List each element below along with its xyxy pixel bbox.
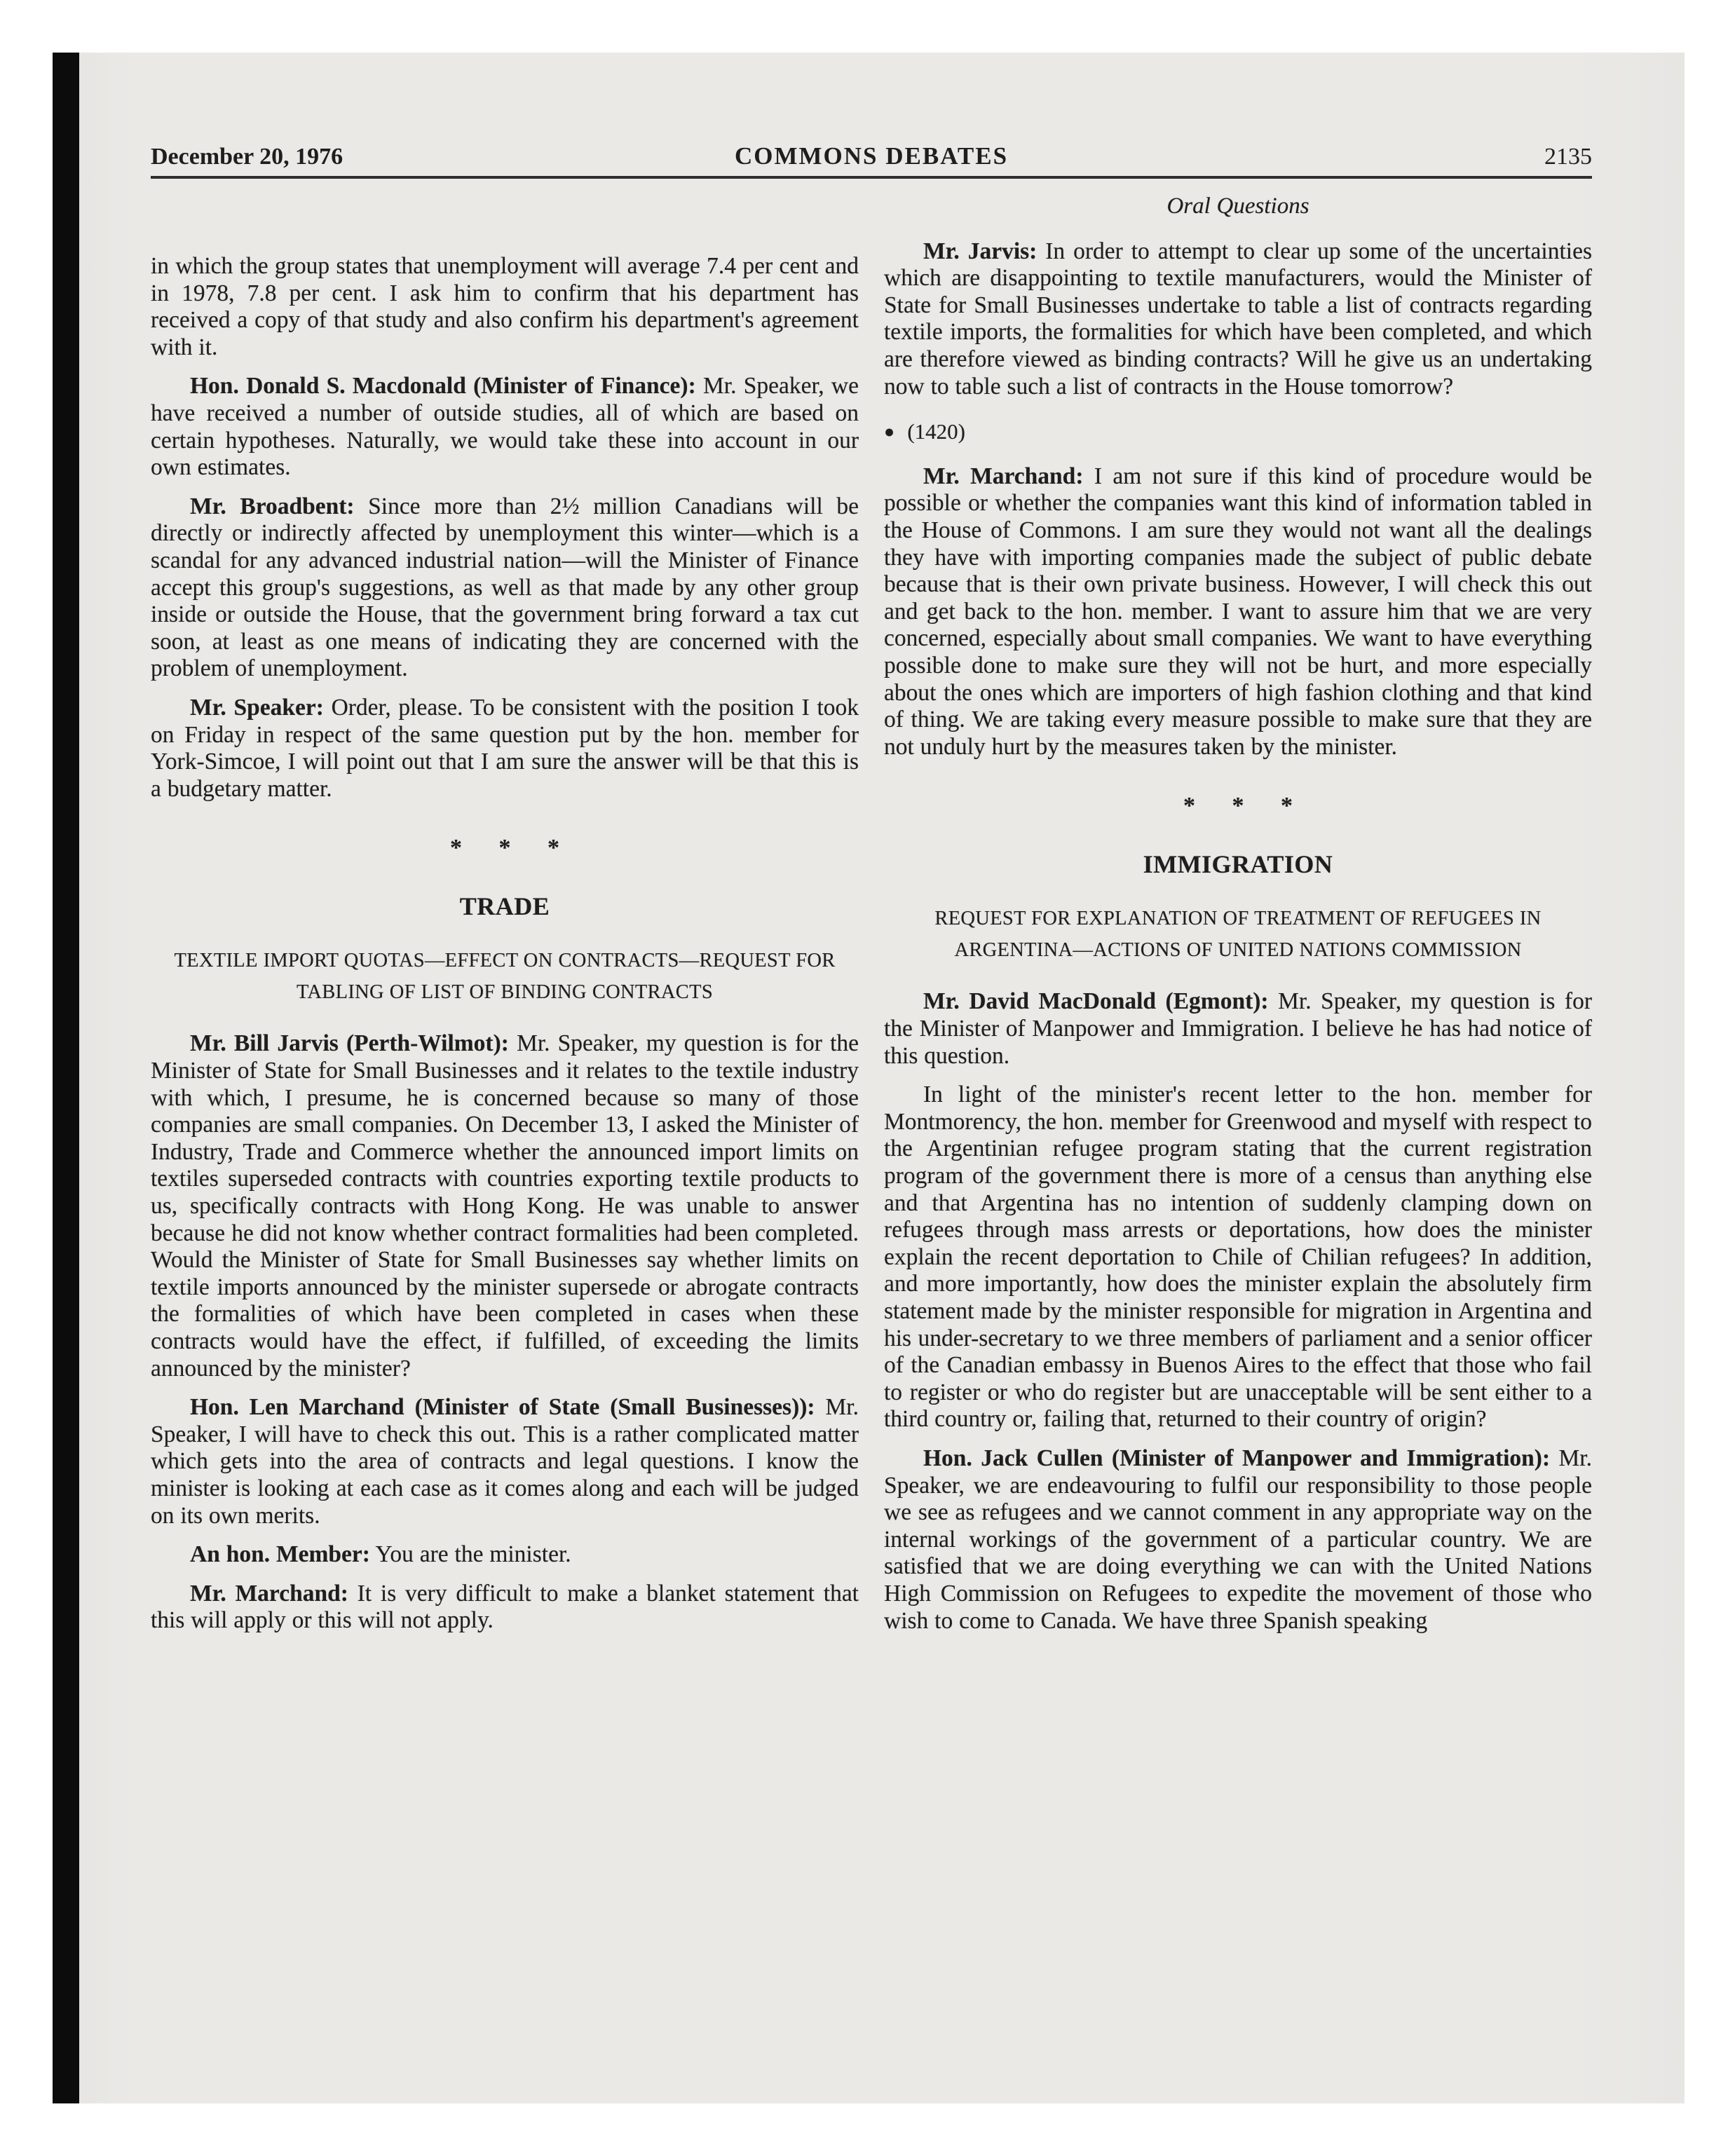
text-columns (151, 193, 1592, 1646)
section-separator: * * * (450, 835, 559, 861)
speaker-name: Hon. Jack Cullen (Minister of Manpower and Immigration): (923, 1445, 1551, 1471)
section-subheading: REQUEST FOR EXPLANATION OF TREATMENT OF REFUGEES IN ARGENTINA—ACTIONS OF UNITED NATIONS COMMISSION (934, 908, 1542, 962)
speaker-name: Mr. Bill Jarvis (Perth-Wilmot): (190, 1030, 509, 1057)
debate-paragraph (884, 1445, 1592, 1635)
debate-paragraph (884, 238, 1592, 401)
page-header (151, 142, 1592, 171)
paragraph-text: Mr. Speaker, my question is for the Minister of Manpower and Immigration. I believe he has had notice of this question. (884, 988, 1592, 1069)
debate-paragraph (884, 463, 1592, 761)
paragraph-text: Mr. Speaker, my question is for the Minister of State for Small Businesses and it relates to the textile industry with which, I presume, he is concerned because so many of those companies are small companies. On December 13, I asked the Minister of Industry, Trade and Commerce whether the announced import limits on textiles superseded contracts with countries exporting textile products to us, specifically contracts with Hong Kong. He was unable to answer because he did not know whether contract formalities had been completed. Would the Minister of State for Small Businesses say whether limits on textile imports announced by the minister supersede or abrogate contracts the formalities of which have been completed in cases when these contracts would have the effect, if fulfilled, of exceeding the limits announced by the minister? (151, 1030, 859, 1381)
page-content (151, 142, 1592, 1646)
paragraph-text: Mr. Speaker, I will have to check this out. This is a rather complicated matter which gets into the area of contracts and legal questions. I know the minister is looking at each case as it comes along and each will be judged on its own merits. (151, 1394, 859, 1529)
paragraph-text: In light of the minister's recent letter to the hon. member for Montmorency, the hon. member for Greenwood and myself with respect to the Argentinian refugee program stating that the current registration program of the government there is more of a census than anything else and that Argentina has no intention of suddenly clamping down on refugees through mass arrests or deportations, how does the minister explain the recent deportation to Chile of Chilian refugees? In addition, and more importantly, how does the minister explain the absolutely firm statement made by the minister responsible for migration in Argentina and his under-secretary to we three members of parliament and a senior officer of the Canadian embassy in Buenos Aires to the effect that those who fail to register or who do register but are unacceptable will be sent either to a third country or, failing that, returned to their country of origin? (884, 1082, 1592, 1433)
speaker-name: Mr. Broadbent: (190, 493, 355, 519)
speaker-name: Hon. Donald S. Macdonald (Minister of Finance): (190, 373, 696, 400)
speaker-name: Mr. Speaker: (190, 694, 324, 721)
right-column (884, 193, 1592, 1646)
section-subheading: TEXTILE IMPORT QUOTAS—EFFECT ON CONTRACTS—REQUEST FOR TABLING OF LIST OF BINDING CONTRACTS (174, 950, 836, 1004)
speaker-name: Mr. Marchand: (190, 1580, 348, 1606)
debate-paragraph (151, 253, 859, 361)
timestamp-marker (884, 418, 1592, 446)
scanned-page (53, 53, 1685, 2103)
debate-paragraph (151, 1541, 859, 1569)
debate-paragraph (151, 1394, 859, 1529)
debate-paragraph (151, 493, 859, 683)
page-title: COMMONS DEBATES (734, 142, 1009, 170)
debate-paragraph (151, 695, 859, 803)
debate-paragraph (884, 988, 1592, 1070)
speaker-name: Hon. Len Marchand (Minister of State (Small Businesses)): (190, 1394, 815, 1421)
bullet-icon: ● (884, 423, 902, 442)
paragraph-text: You are the minister. (375, 1541, 571, 1568)
paragraph-text: I am not sure if this kind of procedure would be possible or whether the companies want this kind of information tabled in the House of Commons. I am sure they would not want all the dealings they have with importing companies made the subject of public debate because that is their own private business. However, I will check this out and get back to the hon. member. I want to assure him that we are very concerned, especially about small companies. We want to have everything possible done to make sure they will not be hurt, and more especially about the ones which are importers of high fashion clothing and that kind of thing. We are taking every measure possible to make sure that they are not unduly hurt by the measures taken by the minister. (884, 463, 1593, 760)
speaker-name: Mr. Marchand: (923, 463, 1084, 489)
running-head: Oral Questions (1166, 193, 1309, 219)
paragraph-text: in which the group states that unemployment will average 7.4 per cent and in 1978, 7.8 per cent. I ask him to confirm that his department has received a copy of that study and also confirm his department's agreement with it. (151, 253, 859, 360)
debate-paragraph (151, 1030, 859, 1382)
header-date: December 20, 1976 (151, 144, 343, 170)
debate-paragraph (151, 373, 859, 481)
timestamp-text: (1420) (907, 419, 966, 444)
paragraph-text: Since more than 2½ million Canadians will be directly or indirectly affected by unemployment this winter—which is a scandal for any advanced industrial nation—will the Minister of Finance accept this group's suggestions, as well as that made by any other group inside or outside the House, that the government bring forward a tax cut soon, at least as one means of indicating they are concerned with the problem of unemployment. (151, 493, 859, 682)
paragraph-text: Mr. Speaker, we have received a number of outside studies, all of which are based on certain hypotheses. Naturally, we would take these into account in our own estimates. (151, 373, 859, 481)
speaker-name: An hon. Member: (190, 1541, 370, 1568)
section-separator: * * * (1183, 793, 1293, 819)
left-column (151, 193, 859, 1646)
speaker-name: Mr. David MacDonald (Egmont): (923, 988, 1269, 1015)
paragraph-text: It is very difficult to make a blanket statement that this will apply or this will not apply. (151, 1580, 859, 1634)
speaker-name: Mr. Jarvis: (923, 238, 1037, 264)
section-heading: TRADE (459, 892, 550, 920)
debate-paragraph (884, 1082, 1592, 1433)
section-heading: IMMIGRATION (1143, 850, 1333, 878)
paragraph-text: Order, please. To be consistent with the position I took on Friday in respect of the same question put by the hon. member for York-Simcoe, I will point out that I am sure the answer will be that this is a budgetary matter. (151, 694, 859, 802)
debate-paragraph (151, 1581, 859, 1635)
page-number: 2135 (1544, 144, 1592, 170)
scan-gutter-band (53, 53, 79, 2103)
paragraph-text: Mr. Speaker, we are endeavouring to fulfil our responsibility to those people we see as refugees and we cannot comment in any appropriate way on the internal workings of the government of a particular country. We are satisfied that we are doing everything we can with the United Nations High Commission on Refugees to expedite the movement of those who wish to come to Canada. We have three Spanish speaking (884, 1445, 1592, 1634)
header-rule (151, 176, 1592, 179)
paragraph-text: In order to attempt to clear up some of the uncertainties which are disappointing to textile manufacturers, would the Minister of State for Small Businesses undertake to table a list of contracts regarding textile imports, the formalities for which have been completed, and which are therefore viewed as binding contracts? Will he give us an undertaking now to table such a list of contracts in the House tomorrow? (884, 238, 1592, 400)
